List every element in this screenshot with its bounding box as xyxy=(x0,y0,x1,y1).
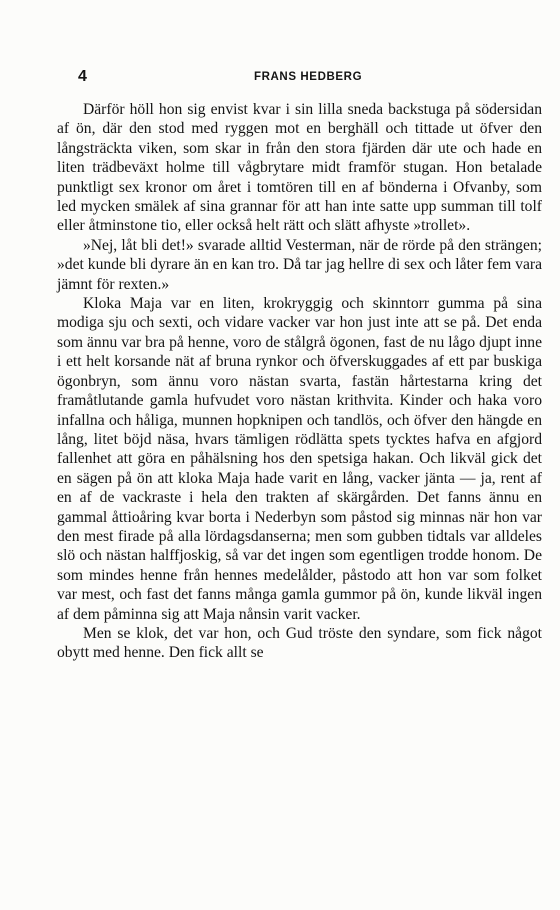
paragraph: Men se klok, det var hon, och Gud tröste den syndare, som fick något obytt med henne. Den fick allt se xyxy=(57,624,542,662)
paragraph: Kloka Maja var en liten, krokryggig och skinntorr gumma på sina modiga sju och sexti, och vidare vacker var hon just inte att se på. Det enda som ännu var bra på henne, voro de stålgrå ögonen, fast de nu lågo djupt inne i ett helt korsande nät af bruna rynkor och öfverskuggades af ett par buskiga ögonbryn, som ännu voro nästan svarta, fastän hårtestarna kring det framåtlutande gamla hufvudet voro nästan krithvita. Kinder och haka voro infallna och håliga, munnen hopknipen och tandlös, och öfver den hängde en lång, litet böjd näsa, hvars tämligen rödlätta spets tycktes hafva en afgjord fallenhet att göra en påhälsning hos den spetsiga hakan. Och likväl gick det en sägen på ön att kloka Maja hade varit en lång, vacker jänta — ja, rent af en af de vackraste i hela den trakten af skärgården. Det fanns ännu en gammal åttioåring kvar borta i Nederbyn som påstod sig minnas när hon var den mest firade på alla lördagsdanserna; men som gubben tidtals var alldeles slö och nästan halffjoskig, så var det ingen som egentligen trodde honom. De som mindes henne från hennes medelålder, påstodo att hon var som folket var mest, och fast det fanns många gamla gummor på ön, kunde likväl ingen af dem påminna sig att Maja nånsin varit vacker. xyxy=(57,295,542,623)
body-text xyxy=(57,100,542,663)
paragraph: Därför höll hon sig envist kvar i sin lilla sneda backstuga på södersidan af ön, där den stod med ryggen mot en berghäll och tittade ut öfver den långsträckta viken, som skar in från den stora fjärden där ute och hade en liten trädbeväxt holme till vågbrytare midt framför stugan. Hon betalade punktligt sex kronor om året i tomtören till en af bönderna i Ofvanby, som led mycken smälek af sina grannar för att han inte satte upp summan till tolf eller åtminstone tio, eller också helt rätt och slätt afhyste »trollet». xyxy=(57,101,542,235)
paragraph: »Nej, låt bli det!» svarade alltid Vesterman, när de rörde på den strängen; »det kunde bli dyrare än en kan tro. Då tar jag hellre di sex och låter fem vara jämnt för rexten.» xyxy=(57,236,542,293)
page-header xyxy=(78,68,540,90)
page-number: 4 xyxy=(78,68,87,85)
running-head: FRANS HEDBERG xyxy=(254,71,363,83)
